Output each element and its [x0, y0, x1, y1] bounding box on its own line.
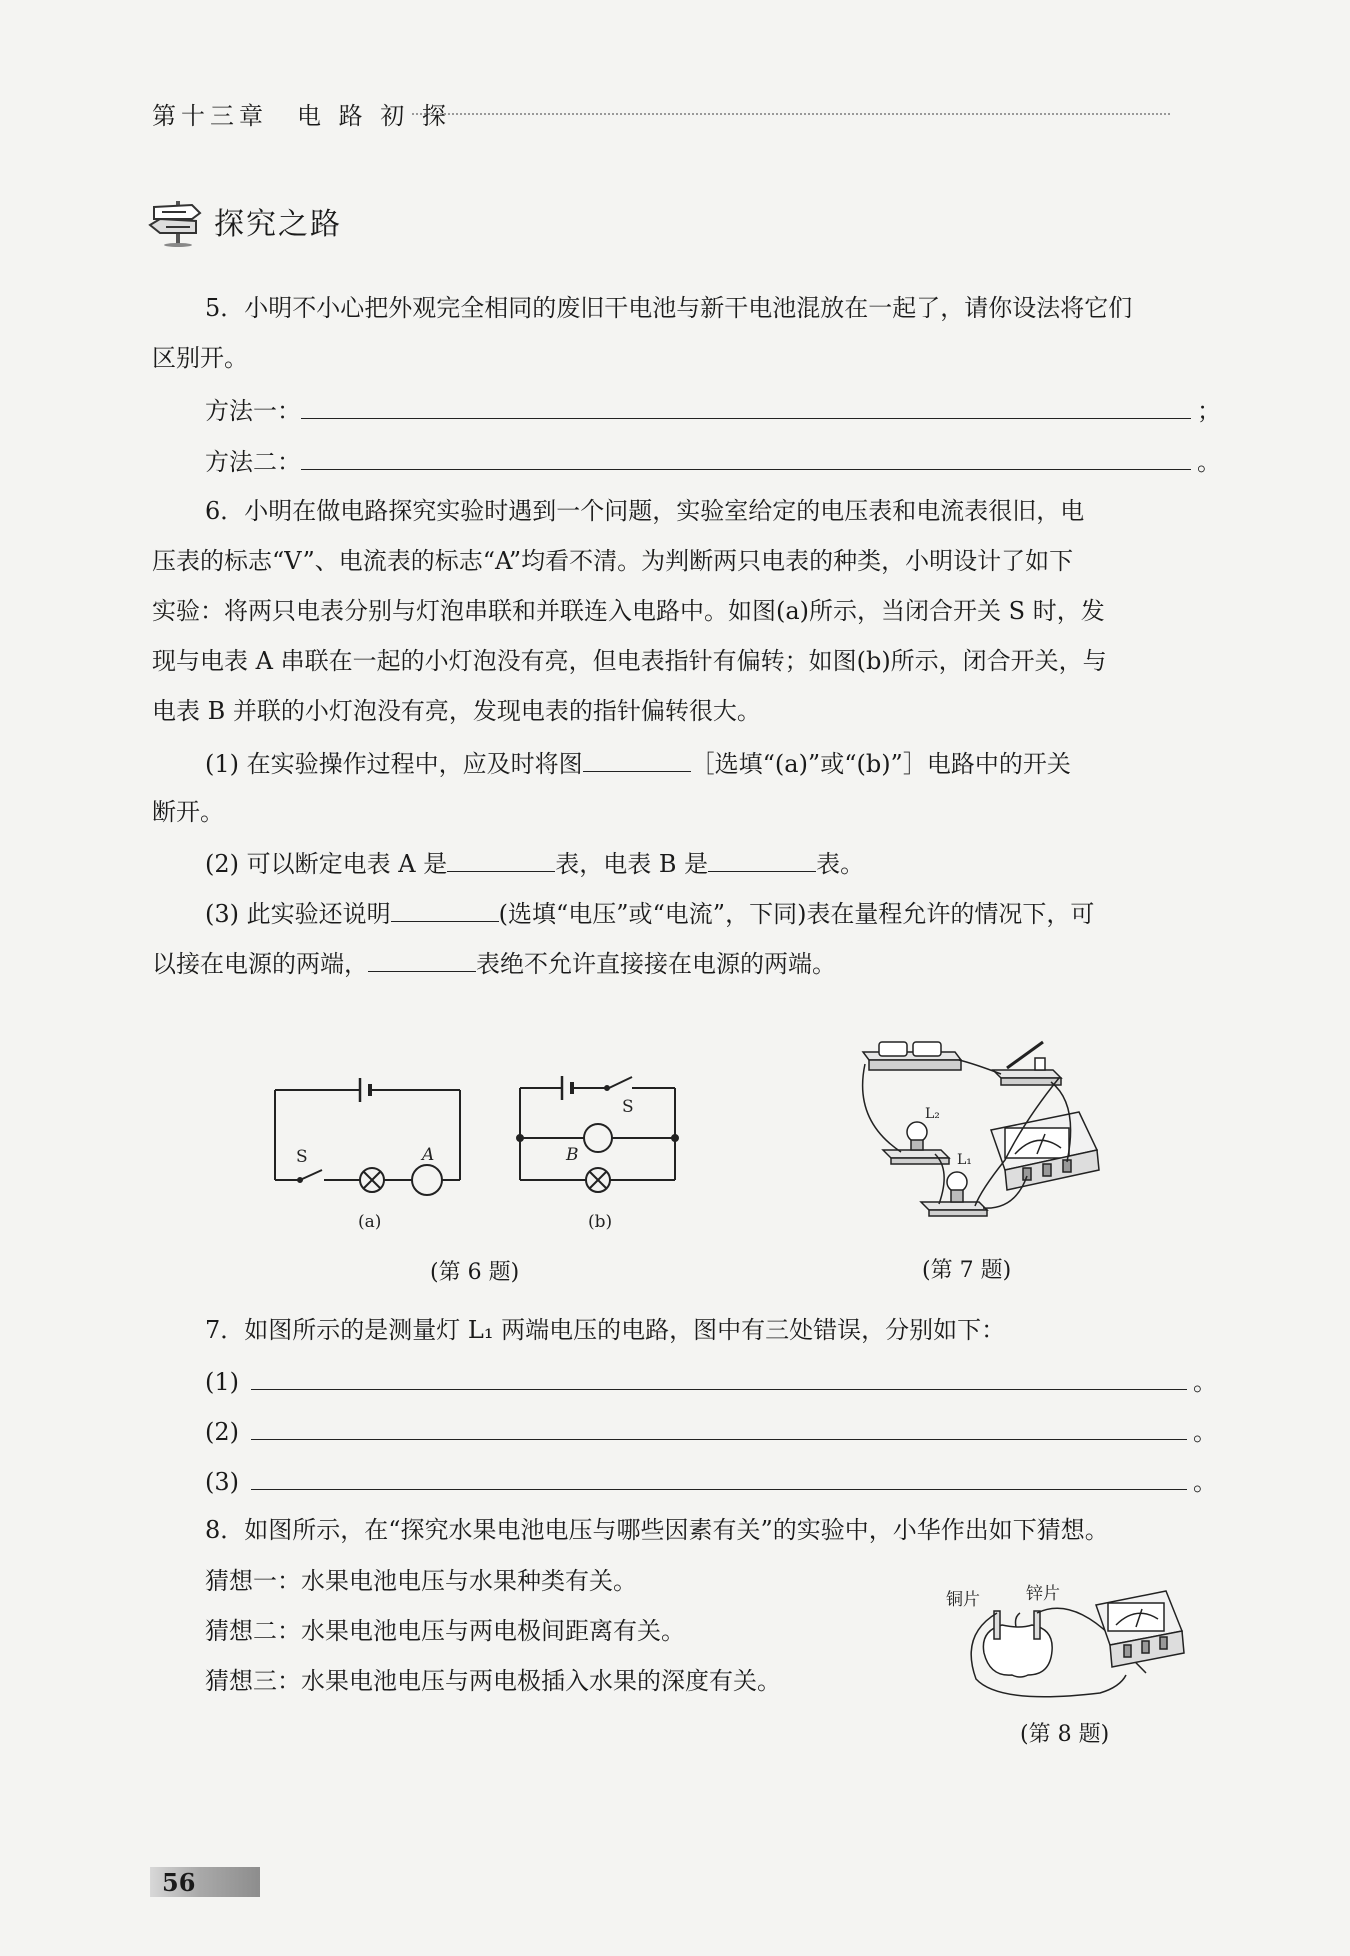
chapter-header: 第十三章 电 路 初 探: [152, 102, 451, 130]
q7-item-3: [205, 1463, 1217, 1499]
answer-blank[interactable]: [251, 1413, 1187, 1440]
q6-line-3: 实验：将两只电表分别与灯泡串联和并联连入电路中。如图(a)所示，当闭合开关 S 时，发: [152, 597, 1105, 625]
q6-part-2-text-a: (2) 可以断定电表 A 是: [205, 850, 448, 878]
q6-part-2-text-c: 表。: [816, 850, 865, 878]
answer-blank[interactable]: [251, 1363, 1187, 1390]
q7-item-3-end: 。: [1193, 1468, 1217, 1496]
section-title: 探究之路: [214, 207, 342, 242]
signpost-icon: [148, 195, 206, 247]
q6-part-2-text-b: 表，电表 B 是: [555, 850, 709, 878]
q6-line-4: 现与电表 A 串联在一起的小灯泡没有亮，但电表指针有偏转；如图(b)所示，闭合开关，与: [152, 647, 1107, 675]
fig7-caption: (第 7 题): [922, 1258, 1012, 1283]
q5-line-1: 5．小明不小心把外观完全相同的废旧干电池与新干电池混放在一起了，请你设法将它们: [205, 294, 1133, 322]
q6-part-3-text-d: 表绝不允许直接接在电源的两端。: [476, 950, 836, 978]
q6-line-5: 电表 B 并联的小灯泡没有亮，发现电表的指针偏转很大。: [152, 697, 761, 725]
method-2-end: 。: [1197, 448, 1221, 476]
page-number-tab: [150, 1867, 260, 1897]
bulb-l1-label: L₁: [957, 1152, 972, 1168]
answer-blank[interactable]: [301, 392, 1191, 419]
fig6-circuits: [260, 1060, 700, 1240]
q7-item-2: [205, 1413, 1217, 1449]
page-number: 56: [162, 1868, 196, 1897]
q5-line-2: 区别开。: [152, 344, 248, 372]
q6-part-3: [205, 895, 1094, 931]
switch-label-b: S: [622, 1097, 634, 1117]
section-heading: [148, 195, 342, 247]
q6-line-1: 6．小明在做电路探究实验时遇到一个问题，实验室给定的电压表和电流表很旧，电: [205, 497, 1085, 525]
circuit-a: [275, 1078, 460, 1195]
fig6-caption: (第 6 题): [430, 1260, 520, 1285]
answer-blank[interactable]: [391, 895, 499, 922]
q7-line: 7．如图所示的是测量灯 L₁ 两端电压的电路，图中有三处错误，分别如下：: [205, 1316, 1006, 1344]
q6-part-2: [205, 845, 864, 881]
bulb-l2-label: L₂: [925, 1106, 940, 1122]
q5-method-2: [205, 443, 1221, 479]
q8-guess-3: 猜想三：水果电池电压与两电极插入水果的深度有关。: [205, 1667, 781, 1695]
answer-blank[interactable]: [583, 745, 691, 772]
fig8-fruit-battery: [940, 1575, 1190, 1705]
q7-item-1-label: (1): [205, 1368, 239, 1396]
circuit-b: [517, 1076, 678, 1192]
q6-part-3-text-c: 以接在电源的两端，: [152, 950, 368, 978]
q5-method-1: [205, 392, 1221, 428]
answer-blank[interactable]: [251, 1463, 1187, 1490]
method-2-label: 方法二：: [205, 448, 301, 476]
answer-blank[interactable]: [301, 443, 1191, 470]
fig7-physical-circuit: [855, 1030, 1110, 1220]
q6-part-1-text-b: ［选填“(a)”或“(b)”］电路中的开关: [690, 750, 1071, 778]
zinc-label: 锌片: [1026, 1584, 1060, 1604]
fig8-caption: (第 8 题): [1020, 1722, 1110, 1747]
switch-label-a: S: [296, 1147, 308, 1167]
answer-blank[interactable]: [368, 945, 476, 972]
q7-item-1-end: 。: [1193, 1368, 1217, 1396]
q6-part-1: [205, 745, 1071, 781]
q6-line-2: 压表的标志“V”、电流表的标志“A”均看不清。为判断两只电表的种类，小明设计了如下: [152, 547, 1074, 575]
q7-item-1: [205, 1363, 1217, 1399]
q6-part-3-text-a: (3) 此实验还说明: [205, 900, 391, 928]
q7-item-3-label: (3): [205, 1468, 239, 1496]
q7-item-2-label: (2): [205, 1418, 239, 1446]
q8-guess-1: 猜想一：水果电池电压与水果种类有关。: [205, 1567, 637, 1595]
q8-guess-2: 猜想二：水果电池电压与两电极间距离有关。: [205, 1617, 685, 1645]
copper-label: 铜片: [946, 1590, 980, 1610]
meter-a-label: A: [422, 1145, 435, 1165]
method-1-label: 方法一：: [205, 397, 301, 425]
circuit-b-label: (b): [588, 1212, 613, 1232]
method-1-end: ；: [1197, 397, 1221, 425]
circuit-a-label: (a): [358, 1212, 382, 1232]
q8-line: 8．如图所示，在“探究水果电池电压与哪些因素有关”的实验中，小华作出如下猜想。: [205, 1516, 1109, 1544]
q6-part-1-cont: 断开。: [152, 798, 224, 826]
q6-part-3-cont: [152, 945, 836, 981]
q6-part-1-text-a: (1) 在实验操作过程中，应及时将图: [205, 750, 583, 778]
answer-blank[interactable]: [447, 845, 555, 872]
q6-part-3-text-b: (选填“电压”或“电流”，下同)表在量程允许的情况下，可: [498, 900, 1095, 928]
q7-item-2-end: 。: [1193, 1418, 1217, 1446]
header-dotted-rule: [412, 113, 1170, 115]
answer-blank[interactable]: [708, 845, 816, 872]
meter-b-label: B: [566, 1145, 579, 1165]
